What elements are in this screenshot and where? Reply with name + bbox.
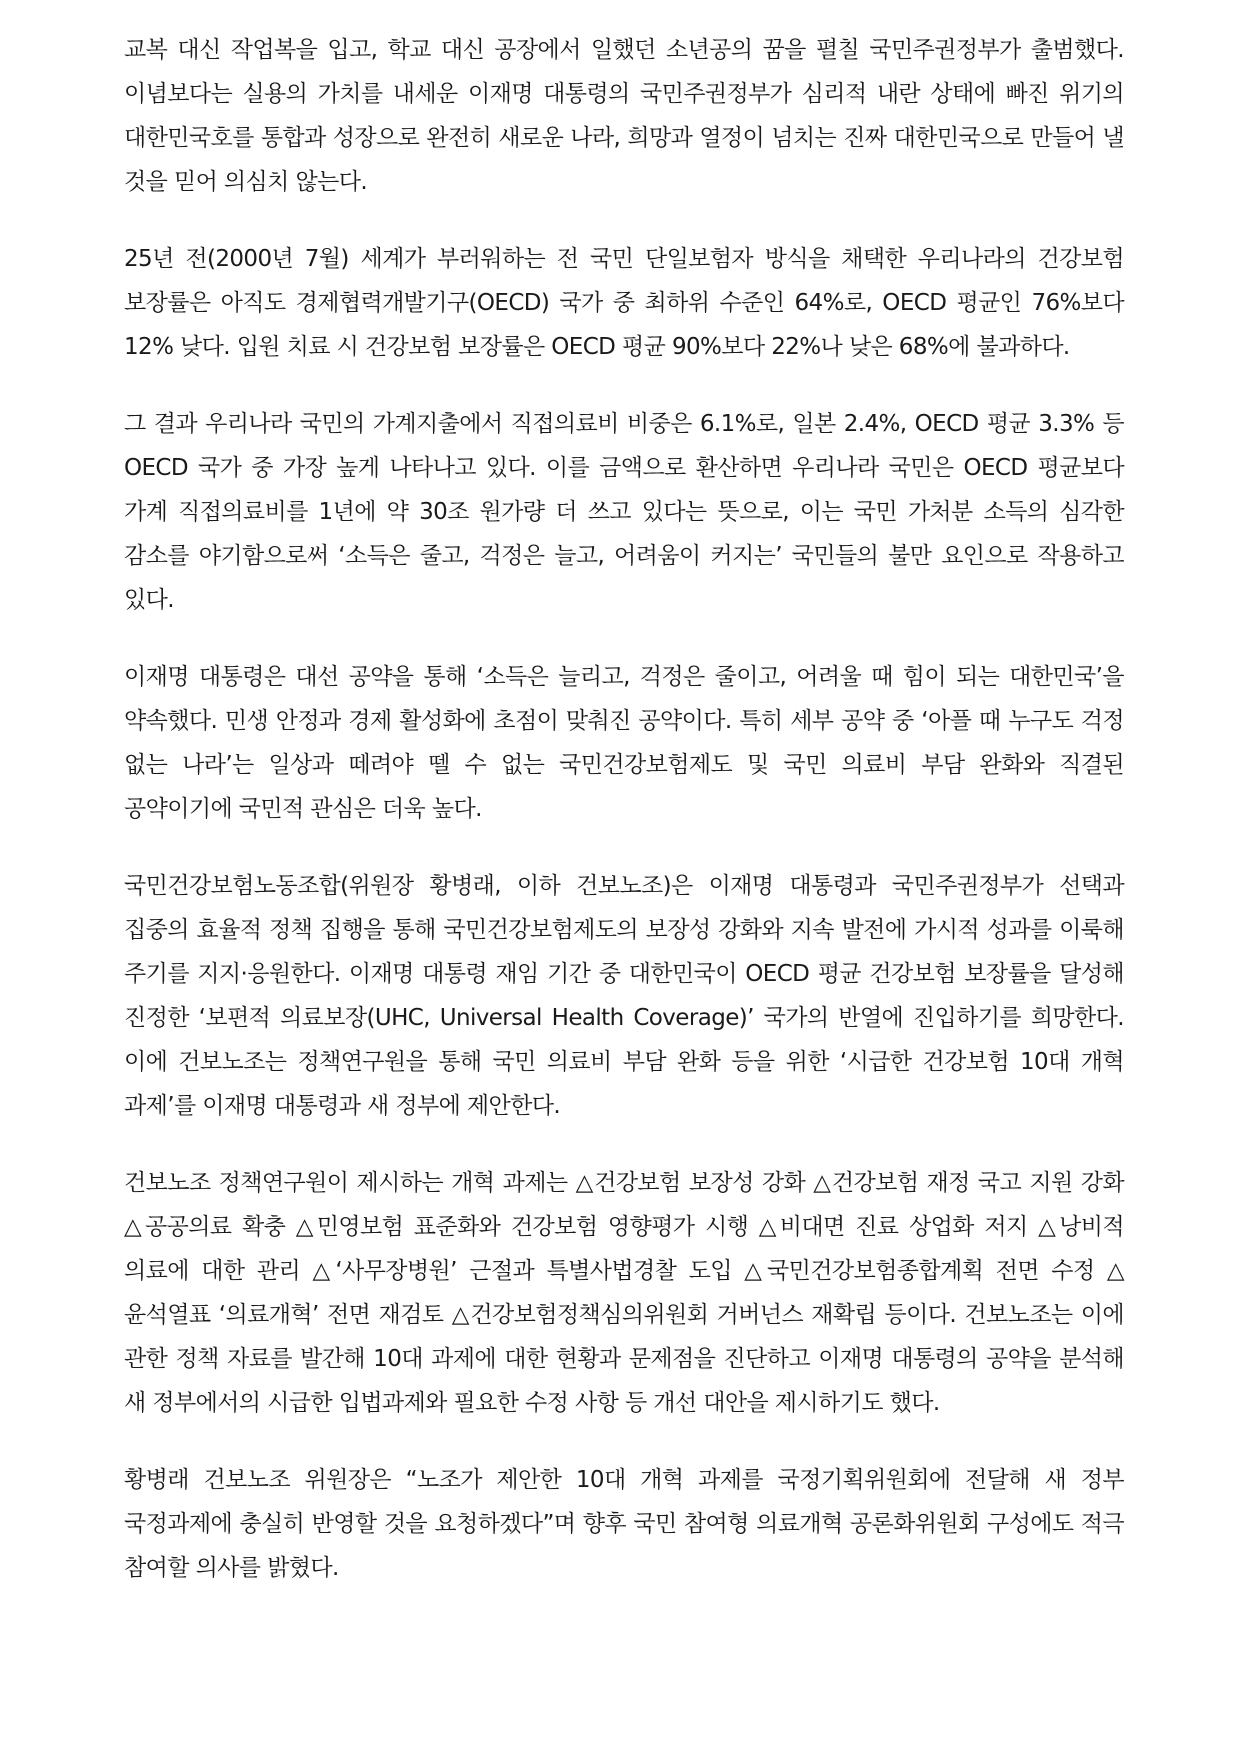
paragraph-7: 황병래 건보노조 위원장은 “노조가 제안한 10대 개혁 과제를 국정기획위원회에 전달해 새 정부 국정과제에 충실히 반영할 것을 요청하겠다”며 향후 국민 참여형 의료개혁 공론화위원회 구성에도 적극 참여할 의사를 밝혔다. bbox=[124, 1467, 1124, 1581]
paragraph-5: 국민건강보험노동조합(위원장 황병래, 이하 건보노조)은 이재명 대통령과 국민주권정부가 선택과 집중의 효율적 정책 집행을 통해 국민건강보험제도의 보장성 강화와 지속 발전에 가시적 성과를 이룩해 주기를 지지·응원한다. 이재명 대통령 재임 기간 중 대한민국이 OECD 평균 건강보험 보장률을 달성해 진정한 ‘보편적 의료보장(UHC, Universal Health Coverage)’ 국가의 반열에 진입하기를 희망한다. 이에 건보노조는 정책연구원을 통해 국민 의료비 부담 완화 등을 위한 ‘시급한 건강보험 10대 개혁 과제’를 이재명 대통령과 새 정부에 제안한다. bbox=[124, 873, 1124, 1119]
article-body bbox=[124, 28, 1124, 1623]
paragraph-3: 그 결과 우리나라 국민의 가계지출에서 직접의료비 비중은 6.1%로, 일본 2.4%, OECD 평균 3.3% 등 OECD 국가 중 가장 높게 나타나고 있다. 이를 금액으로 환산하면 우리나라 국민은 OECD 평균보다 가계 직접의료비를 1년에 약 30조 원가량 더 쓰고 있다는 뜻으로, 이는 국민 가처분 소득의 심각한 감소를 야기함으로써 ‘소득은 줄고, 걱정은 늘고, 어려움이 커지는’ 국민들의 불만 요인으로 작용하고 있다. bbox=[124, 411, 1124, 613]
paragraph-4: 이재명 대통령은 대선 공약을 통해 ‘소득은 늘리고, 걱정은 줄이고, 어려울 때 힘이 되는 대한민국’을 약속했다. 민생 안정과 경제 활성화에 초점이 맞춰진 공약이다. 특히 세부 공약 중 ‘아플 때 누구도 걱정 없는 나라’는 일상과 떼려야 뗄 수 없는 국민건강보험제도 및 국민 의료비 부담 완화와 직결된 공약이기에 국민적 관심은 더욱 높다. bbox=[124, 664, 1124, 822]
paragraph-2: 25년 전(2000년 7월) 세계가 부러워하는 전 국민 단일보험자 방식을 채택한 우리나라의 건강보험 보장률은 아직도 경제협력개발기구(OECD) 국가 중 최하위 수준인 64%로, OECD 평균인 76%보다 12% 낮다. 입원 치료 시 건강보험 보장률은 OECD 평균 90%보다 22%나 낮은 68%에 불과하다. bbox=[124, 246, 1124, 360]
paragraph-6: 건보노조 정책연구원이 제시하는 개혁 과제는 △건강보험 보장성 강화 △건강보험 재정 국고 지원 강화 △공공의료 확충 △민영보험 표준화와 건강보험 영향평가 시행 △비대면 진료 상업화 저지 △낭비적 의료에 대한 관리 △‘사무장병원’ 근절과 특별사법경찰 도입 △국민건강보험종합계획 전면 수정 △윤석열표 ‘의료개혁’ 전면 재검토 △건강보험정책심의위원회 거버넌스 재확립 등이다. 건보노조는 이에 관한 정책 자료를 발간해 10대 과제에 대한 현황과 문제점을 진단하고 이재명 대통령의 공약을 분석해 새 정부에서의 시급한 입법과제와 필요한 수정 사항 등 개선 대안을 제시하기도 했다. bbox=[124, 1170, 1124, 1416]
paragraph-1: 교복 대신 작업복을 입고, 학교 대신 공장에서 일했던 소년공의 꿈을 펼칠 국민주권정부가 출범했다. 이념보다는 실용의 가치를 내세운 이재명 대통령의 국민주권정부가 심리적 내란 상태에 빠진 위기의 대한민국호를 통합과 성장으로 완전히 새로운 나라, 희망과 열정이 넘치는 진짜 대한민국으로 만들어 낼 것을 믿어 의심치 않는다. bbox=[124, 37, 1124, 195]
